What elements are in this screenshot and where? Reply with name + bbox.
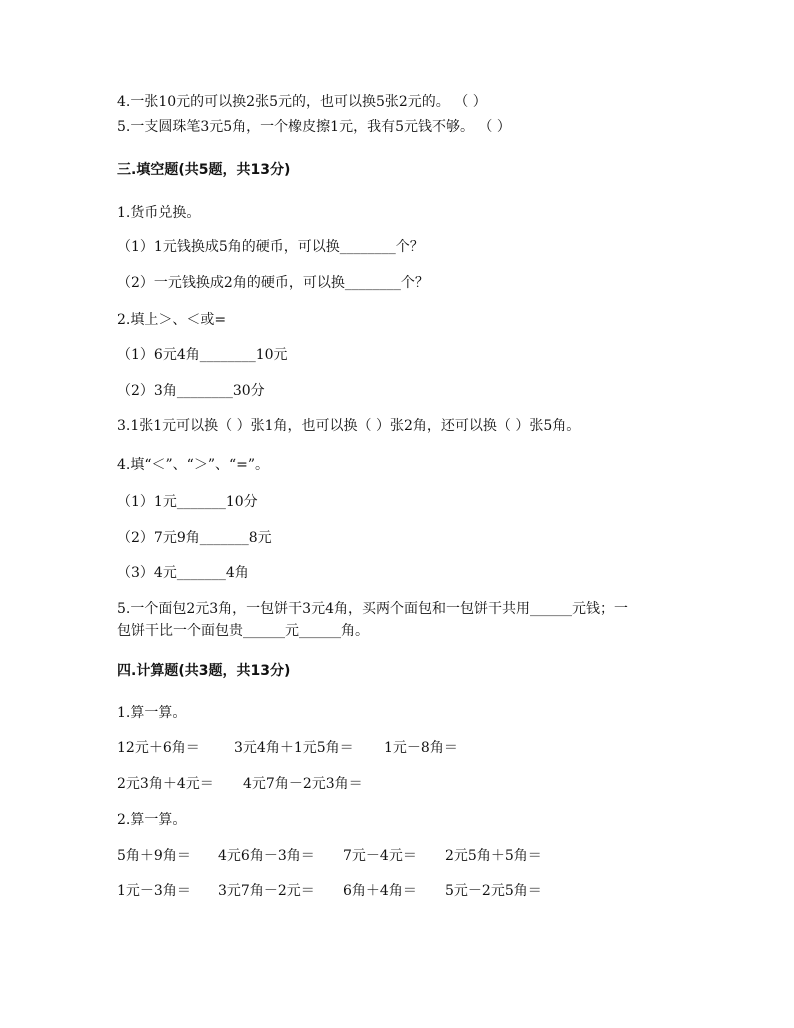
- fill-q4-item-3: （3）4元_______4角: [117, 565, 249, 581]
- section-3-title: 三.填空题(共5题，共13分): [117, 162, 291, 178]
- calc-item: 4元6角－3角＝: [218, 848, 315, 864]
- fill-q4-stem: 4.填“＜”、“＞”、“=”。: [117, 457, 270, 473]
- fill-q3-stem: 3.1张1元可以换（ ）张1角，也可以换（ ）张2角，还可以换（ ）张5角。: [117, 418, 581, 434]
- calc-q1-row-1: [117, 738, 458, 758]
- fill-q5-line-2: 包饼干比一个面包贵______元______角。: [117, 623, 369, 639]
- calc-item: 1元－3角＝: [117, 883, 191, 899]
- calc-item: 7元－4元＝: [343, 848, 417, 864]
- fill-q1-item-2: （2）一元钱换成2角的硬币，可以换________个？: [117, 275, 429, 291]
- calc-item: 6角＋4角＝: [343, 883, 417, 899]
- calc-item: 4元7角－2元3角＝: [243, 776, 363, 792]
- calc-item: 1元－8角＝: [384, 740, 458, 756]
- calc-item: 2元3角＋4元＝: [117, 776, 214, 792]
- calc-q2-stem: 2.算一算。: [117, 812, 187, 828]
- calc-item: 5元－2元5角＝: [445, 883, 542, 899]
- calc-q2-row-2: [117, 881, 542, 901]
- fill-q1-item-1: （1）1元钱换成5角的硬币，可以换________个？: [117, 239, 424, 255]
- calc-q2-row-1: [117, 846, 542, 866]
- fill-q2-item-2: （2）3角________30分: [117, 383, 265, 399]
- fill-q4-item-1: （1）1元_______10分: [117, 494, 258, 510]
- fill-q2-stem: 2.填上＞、＜或=: [117, 312, 227, 328]
- calc-item: 12元＋6角＝: [117, 740, 200, 756]
- judge-question-5: 5.一支圆珠笔3元5角，一个橡皮擦1元，我有5元钱不够。 （ ）: [117, 119, 511, 135]
- fill-q2-item-1: （1）6元4角________10元: [117, 347, 288, 363]
- calc-item: 5角＋9角＝: [117, 848, 191, 864]
- fill-q5-line-1: 5.一个面包2元3角，一包饼干3元4角，买两个面包和一包饼干共用______元钱；一: [117, 601, 628, 617]
- calc-item: 3元7角－2元＝: [218, 883, 315, 899]
- fill-q4-item-2: （2）7元9角_______8元: [117, 530, 272, 546]
- calc-q1-row-2: [117, 774, 363, 794]
- section-4-title: 四.计算题(共3题，共13分): [117, 663, 291, 679]
- calc-item: 3元4角＋1元5角＝: [234, 740, 354, 756]
- calc-item: 2元5角＋5角＝: [445, 848, 542, 864]
- calc-q1-stem: 1.算一算。: [117, 705, 187, 721]
- judge-question-4: 4.一张10元的可以换2张5元的，也可以换5张2元的。 （ ）: [117, 94, 487, 110]
- fill-q1-stem: 1.货币兑换。: [117, 205, 201, 221]
